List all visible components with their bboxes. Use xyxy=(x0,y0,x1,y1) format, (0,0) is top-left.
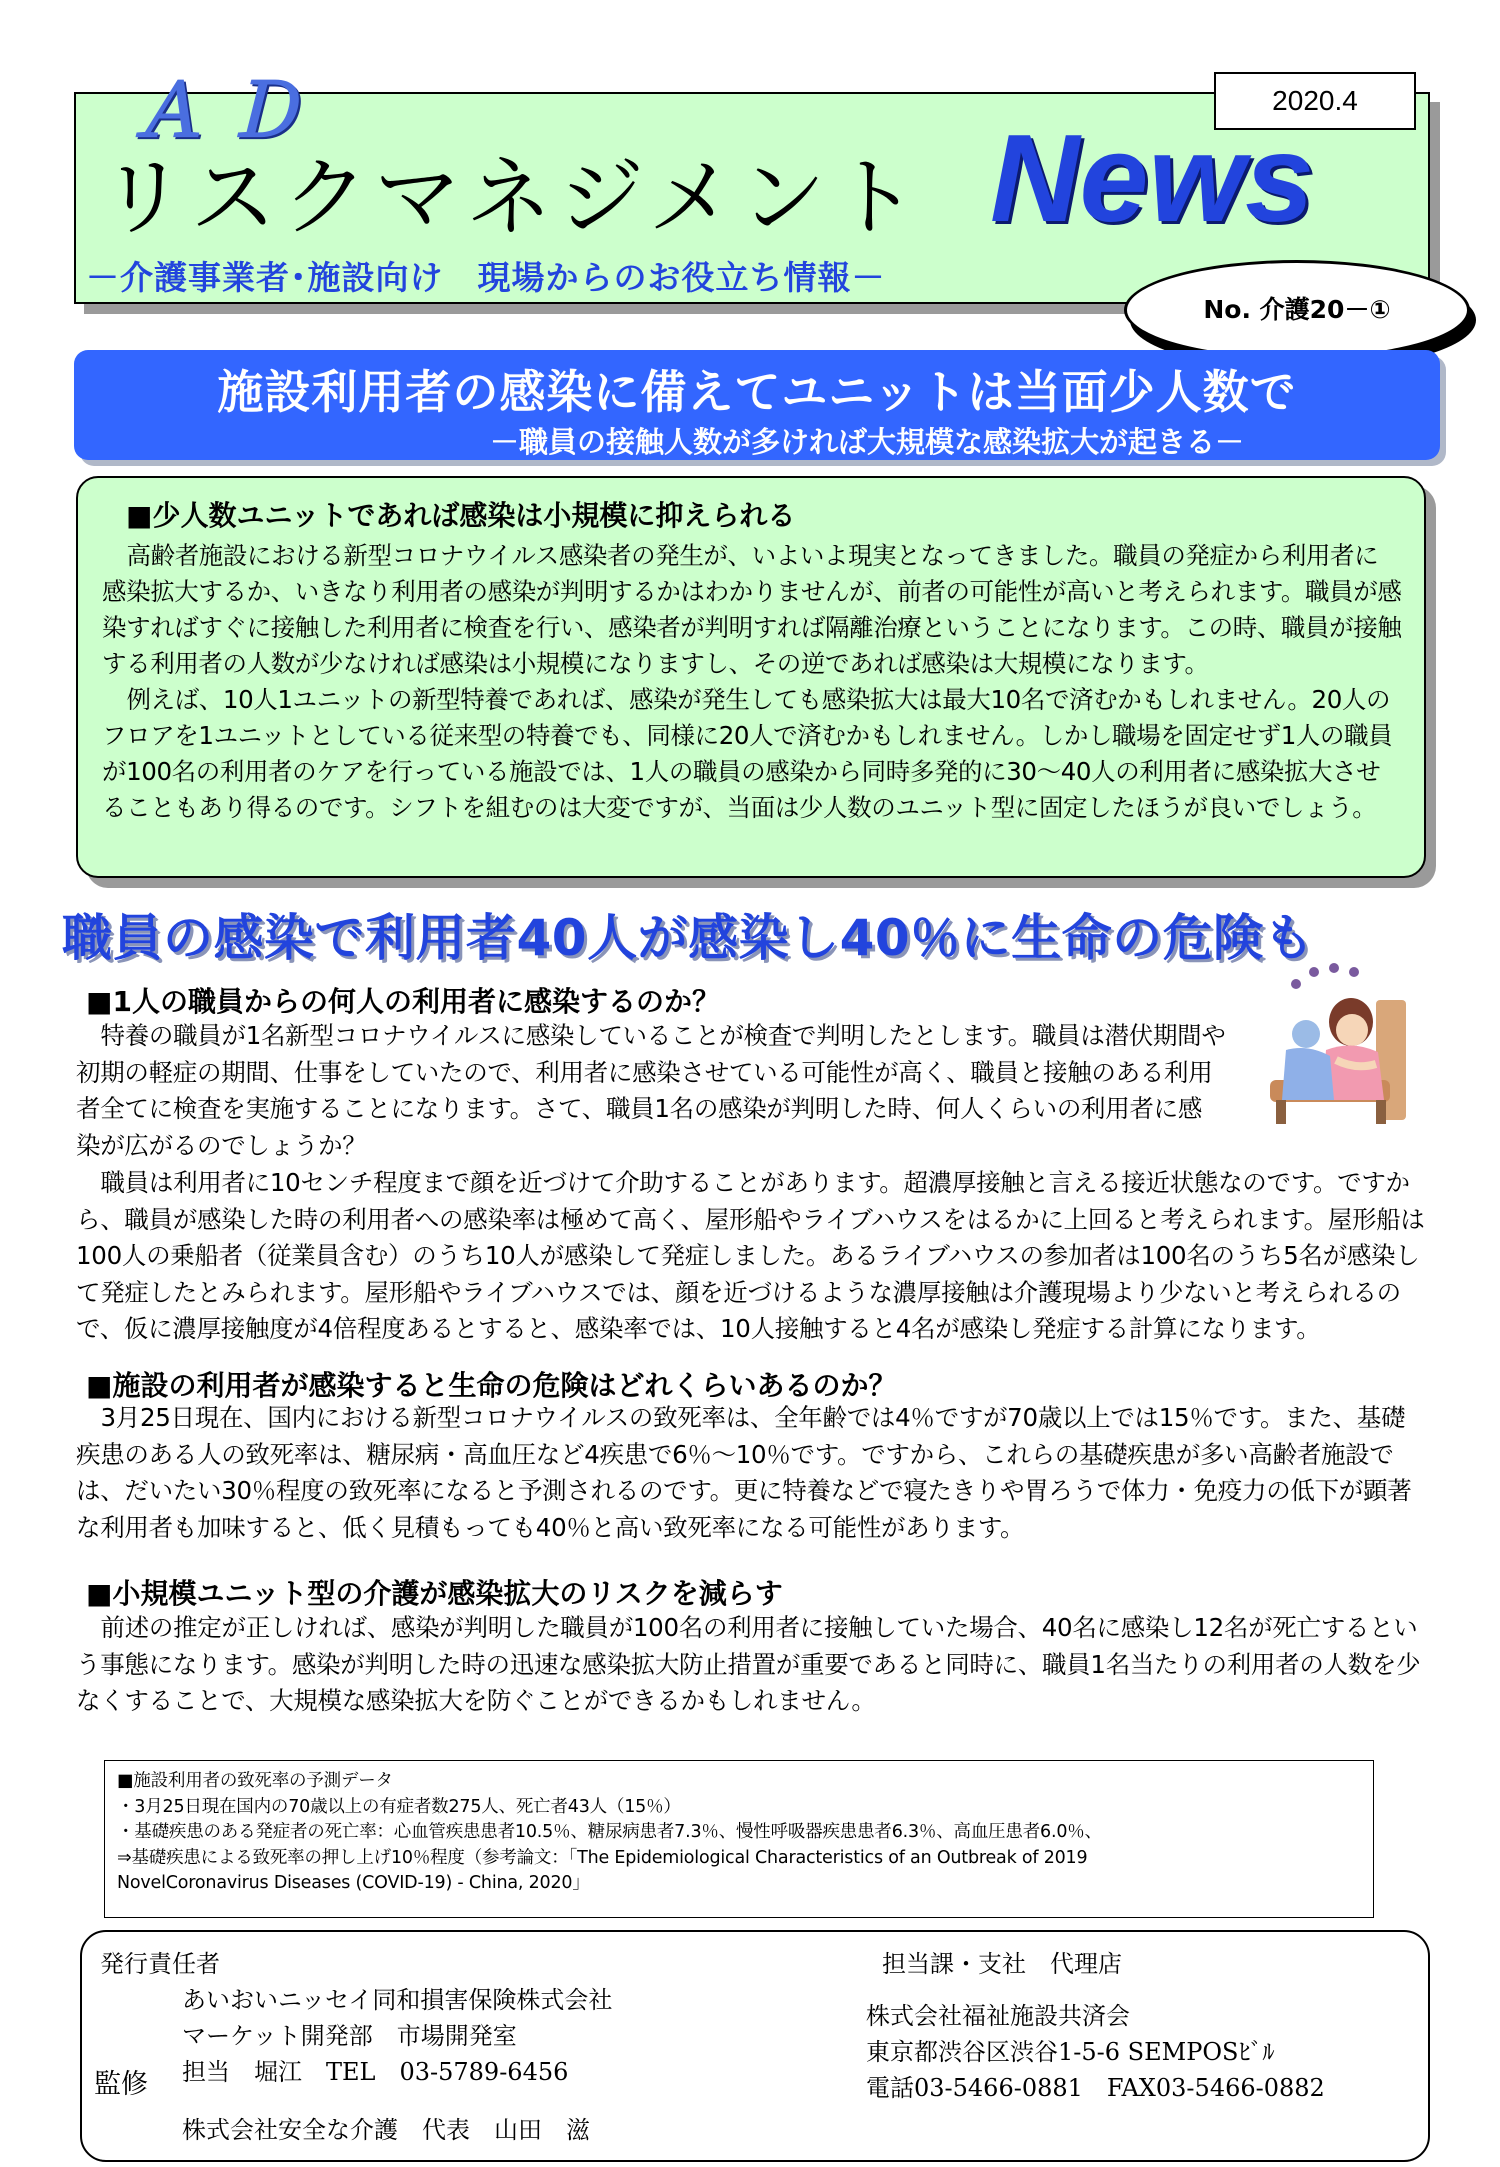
section-heading: ■小規模ユニット型の介護が感染拡大のリスクを減らす xyxy=(86,1577,783,1610)
banner-title: 施設利用者の感染に備えてユニットは当面少人数で xyxy=(217,365,1297,419)
contact-line: 担当 堀江 TEL 03-5789-6456 xyxy=(182,2058,569,2086)
agency-label: 担当課・支社 代理店 xyxy=(882,1950,1122,1978)
news-logo: News xyxy=(990,110,1314,248)
agency-address: 東京都渋谷区渋谷1-5-6 SEMPOSﾋﾞﾙ xyxy=(866,2038,1275,2066)
agency-name: 株式会社福祉施設共済会 xyxy=(866,2002,1130,2030)
section-paragraph: 前述の推定が正しければ、感染が判明した職員が100名の利用者に接触していた場合、40名に感染し12名が死亡するという事態になります。感染が判明した時の迅速な感染拡大防止措置が重要であると同時に、職員1名当たりの利用者の人数を少なくすることで、大規模な感染拡大を防ぐことができるかもしれません。 xyxy=(76,1613,1421,1715)
section-body xyxy=(76,1400,1426,1546)
intro-paragraph: 高齢者施設における新型コロナウイルス感染者の発生が、いよいよ現実となってきました。職員の発症から利用者に感染拡大するか、いきなり利用者の感染が判明するかはわかりませんが、前者の可能性が高いと考えられます。職員が感染すればすぐに接触した利用者に検査を行い、感染者が判明すれば隔離治療ということになります。この時、職員が接触する利用者の人数が少なければ感染は小規模になりますし、その逆であれば感染は大規模になります。 xyxy=(102,541,1402,678)
supervisor-name: 株式会社安全な介護 代表 山田 滋 xyxy=(182,2116,590,2144)
note-line: NovelCoronavirus Diseases (COVID-19) - China, 2020」 xyxy=(117,1873,590,1893)
section-paragraph: 特養の職員が1名新型コロナウイルスに感染していることが検査で判明したとします。職員は潜伏期間や初期の軽症の期間、仕事をしていたので、利用者に感染させている可能性が高く、職員と接触のある利用者全てに検査を実施することになります。さて、職員1名の感染が判明した時、何人くらいの利用者に感染が広がるのでしょうか？ xyxy=(76,1021,1226,1160)
caregiver-illustration-icon xyxy=(1256,960,1426,1130)
note-line: ・基礎疾患のある発症者の死亡率：心血管疾患患者10.5％、糖尿病患者7.3％、慢性呼吸器疾患患者6.3％、高血圧患者6.0％、 xyxy=(117,1822,1102,1842)
publisher-company: あいおいニッセイ同和損害保険株式会社 xyxy=(182,1986,613,2014)
section-headline: 職員の感染で利用者40人が感染し40％に生命の危険も xyxy=(62,909,1315,967)
section-heading: ■施設の利用者が感染すると生命の危険はどれくらいあるのか？ xyxy=(86,1369,897,1402)
note-line: ■施設利用者の致死率の予測データ xyxy=(117,1771,393,1791)
newsletter-subtitle: －介護事業者･施設向け 現場からのお役立ち情報－ xyxy=(86,258,886,297)
headline-banner xyxy=(74,350,1440,460)
intro-body xyxy=(102,538,1402,826)
agency-phone: 電話03-5466-0881 FAX03-5466-0882 xyxy=(866,2074,1325,2102)
section-paragraph: 職員は利用者に10センチ程度まで顔を近づけて介助することがあります。超濃厚接触と言える接近状態なのです。ですから、職員が感染した時の利用者への感染率は極めて高く、屋形船やライブハウスをはるかに上回ると考えられます。屋形船は100人の乗船者（従業員含む）のうち10人が感染して発症しました。あるライブハウスの参加者は100名のうち5名が感染して発症したとみられます。屋形船やライブハウスでは、顔を近づけるような濃厚接触は介護現場より少ないと考えられるので、仮に濃厚接触度が4倍程度あるとすると、感染率では、10人接触すると4名が感染し発症する計算になります。 xyxy=(76,1168,1425,1343)
intro-heading: ■少人数ユニットであれば感染は小規模に抑えられる xyxy=(126,499,796,532)
section-body xyxy=(76,1610,1426,1720)
publisher-department: マーケット開発部 市場開発室 xyxy=(182,2022,517,2050)
supervisor-label: 監修 xyxy=(94,2069,148,2100)
section-heading: ■1人の職員からの何人の利用者に感染するのか？ xyxy=(86,985,720,1018)
ad-logo: ＡＤ xyxy=(130,69,322,152)
banner-subtitle: －職員の接触人数が多ければ大規模な感染拡大が起きる－ xyxy=(489,425,1244,459)
section-body xyxy=(76,1018,1226,1164)
data-note-box xyxy=(104,1760,1374,1918)
note-line: ⇒基礎疾患による致死率の押し上げ10％程度（参考論文：「The Epidemiological Characteristics of an Outbreak of 2019 xyxy=(117,1847,1088,1868)
newsletter-title: リスクマネジメント xyxy=(100,148,924,248)
footer xyxy=(80,1930,1430,2162)
issue-number: No. 介護20－① xyxy=(1124,260,1470,360)
section-body xyxy=(76,1165,1426,1348)
intro-box xyxy=(76,476,1426,878)
section-paragraph: 3月25日現在、国内における新型コロナウイルスの致死率は、全年齢では4％ですが70歳以上では15％です。また、基礎疾患のある人の致死率は、糖尿病・高血圧など4疾患で6％～10％です。ですから、これらの基礎疾患が多い高齢者施設では、だいたい30％程度の致死率になると予測されるのです。更に特養などで寝たきりや胃ろうで体力・免疫力の低下が顕著な利用者も加味すると、低く見積もっても40％と高い致死率になる可能性があります。 xyxy=(76,1403,1412,1542)
issue-date: 2020.4 xyxy=(1214,72,1416,130)
note-line: ・3月25日現在国内の70歳以上の有症者数275人、死亡者43人（15％） xyxy=(117,1796,681,1817)
intro-paragraph: 例えば、10人1ユニットの新型特養であれば、感染が発生しても感染拡大は最大10名で済むかもしれません。20人のフロアを1ユニットとしている従来型の特養でも、同様に20人で済むかもしれません。しかし職場を固定せず1人の職員が100名の利用者のケアを行っている施設では、1人の職員の感染から同時多発的に30～40人の利用者に感染拡大させることもあり得るのです。シフトを組むのは大変ですが、当面は少人数のユニット型に固定したほうが良いでしょう。 xyxy=(102,685,1393,822)
publisher-label: 発行責任者 xyxy=(100,1950,220,1978)
